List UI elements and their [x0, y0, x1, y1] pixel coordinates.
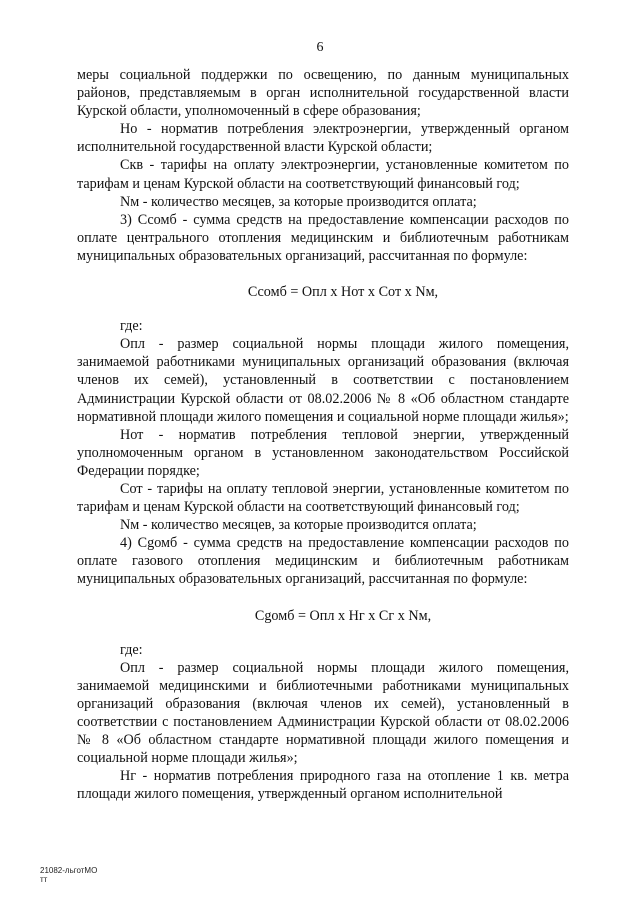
footer-code: 21082-льготМО: [40, 866, 98, 875]
footer: [40, 866, 97, 884]
paragraph-no-definition: Но - норматив потребления электроэнергии, утвержденный органом исполнительной государственной власти Курской области;: [77, 121, 569, 156]
paragraph-ng-definition: Нг - норматив потребления природного газа на отопление 1 кв. метра площади жилого помещения, утвержденный органом исполнительной: [77, 768, 569, 803]
paragraph-nm-definition-2: Nм - количество месяцев, за которые производится оплата;: [120, 517, 477, 534]
document-body: [77, 66, 569, 803]
paragraph-opl-definition: Опл - размер социальной нормы площади жилого помещения, занимаемой работниками муниципальных организаций образования (включая членов их семей), установленный в соответствии с постановлением Администрации Курской области от 08.02.2006 № 8 «Об областном стандарте нормативной площади жилого помещения и социальной норме площади жилья»;: [77, 336, 569, 425]
paragraph-sot-definition: Сот - тарифы на оплату тепловой энергии, установленные комитетом по тарифам и ценам Курской области на соответствующий финансовый год;: [77, 480, 569, 516]
formula-heating: Ссомб = Опл х Нот х Сот х Nм,: [247, 284, 439, 301]
paragraph-skv-definition: Скв - тарифы на оплату электроэнергии, установленные комитетом по тарифам и ценам Курской области на соответствующий финансовый год;: [77, 157, 569, 192]
paragraph-item-4: 4) Сgомб - сумма средств на предоставление компенсации расходов по оплате газового отопления медицинским и библиотечным работникам муниципальных образовательных организаций, рассчитанная по формуле:: [77, 535, 569, 588]
paragraph-nm-definition: Nм - количество месяцев, за которые производится оплата;: [120, 193, 477, 210]
where-label: где:: [120, 318, 143, 335]
formula-gas: Сgомб = Опл х Нг х Сг х Nм,: [254, 607, 432, 624]
where-label-2: где:: [120, 641, 143, 658]
paragraph-opl-definition-2: Опл - размер социальной нормы площади жилого помещения, занимаемой медицинскими и библиотечными работниками муниципальных организаций образования (включая членов их семей), установленный в соответствии с постановлением Администрации Курской области от 08.02.2006 № 8 «Об областном стандарте нормативной площади жилого помещения и социальной норме площади жилья»;: [77, 659, 569, 767]
paragraph-item-3: 3) Ссомб - сумма средств на предоставление компенсации расходов по оплате центрального отопления медицинским и библиотечным работникам муниципальных образовательных организаций, рассчитанная по формуле:: [77, 211, 569, 264]
footer-initials: тт: [40, 875, 48, 884]
page-number: 6: [316, 40, 324, 55]
paragraph-not-definition: Нот - норматив потребления тепловой энергии, утвержденный уполномоченным органом в установленном законодательством Российской Федерации порядке;: [77, 426, 569, 479]
paragraph-lighting-support: меры социальной поддержки по освещению, по данным муниципальных районов, представляемым в орган исполнительной государственной власти Курской области, уполномоченный в сфере образования;: [77, 67, 569, 120]
